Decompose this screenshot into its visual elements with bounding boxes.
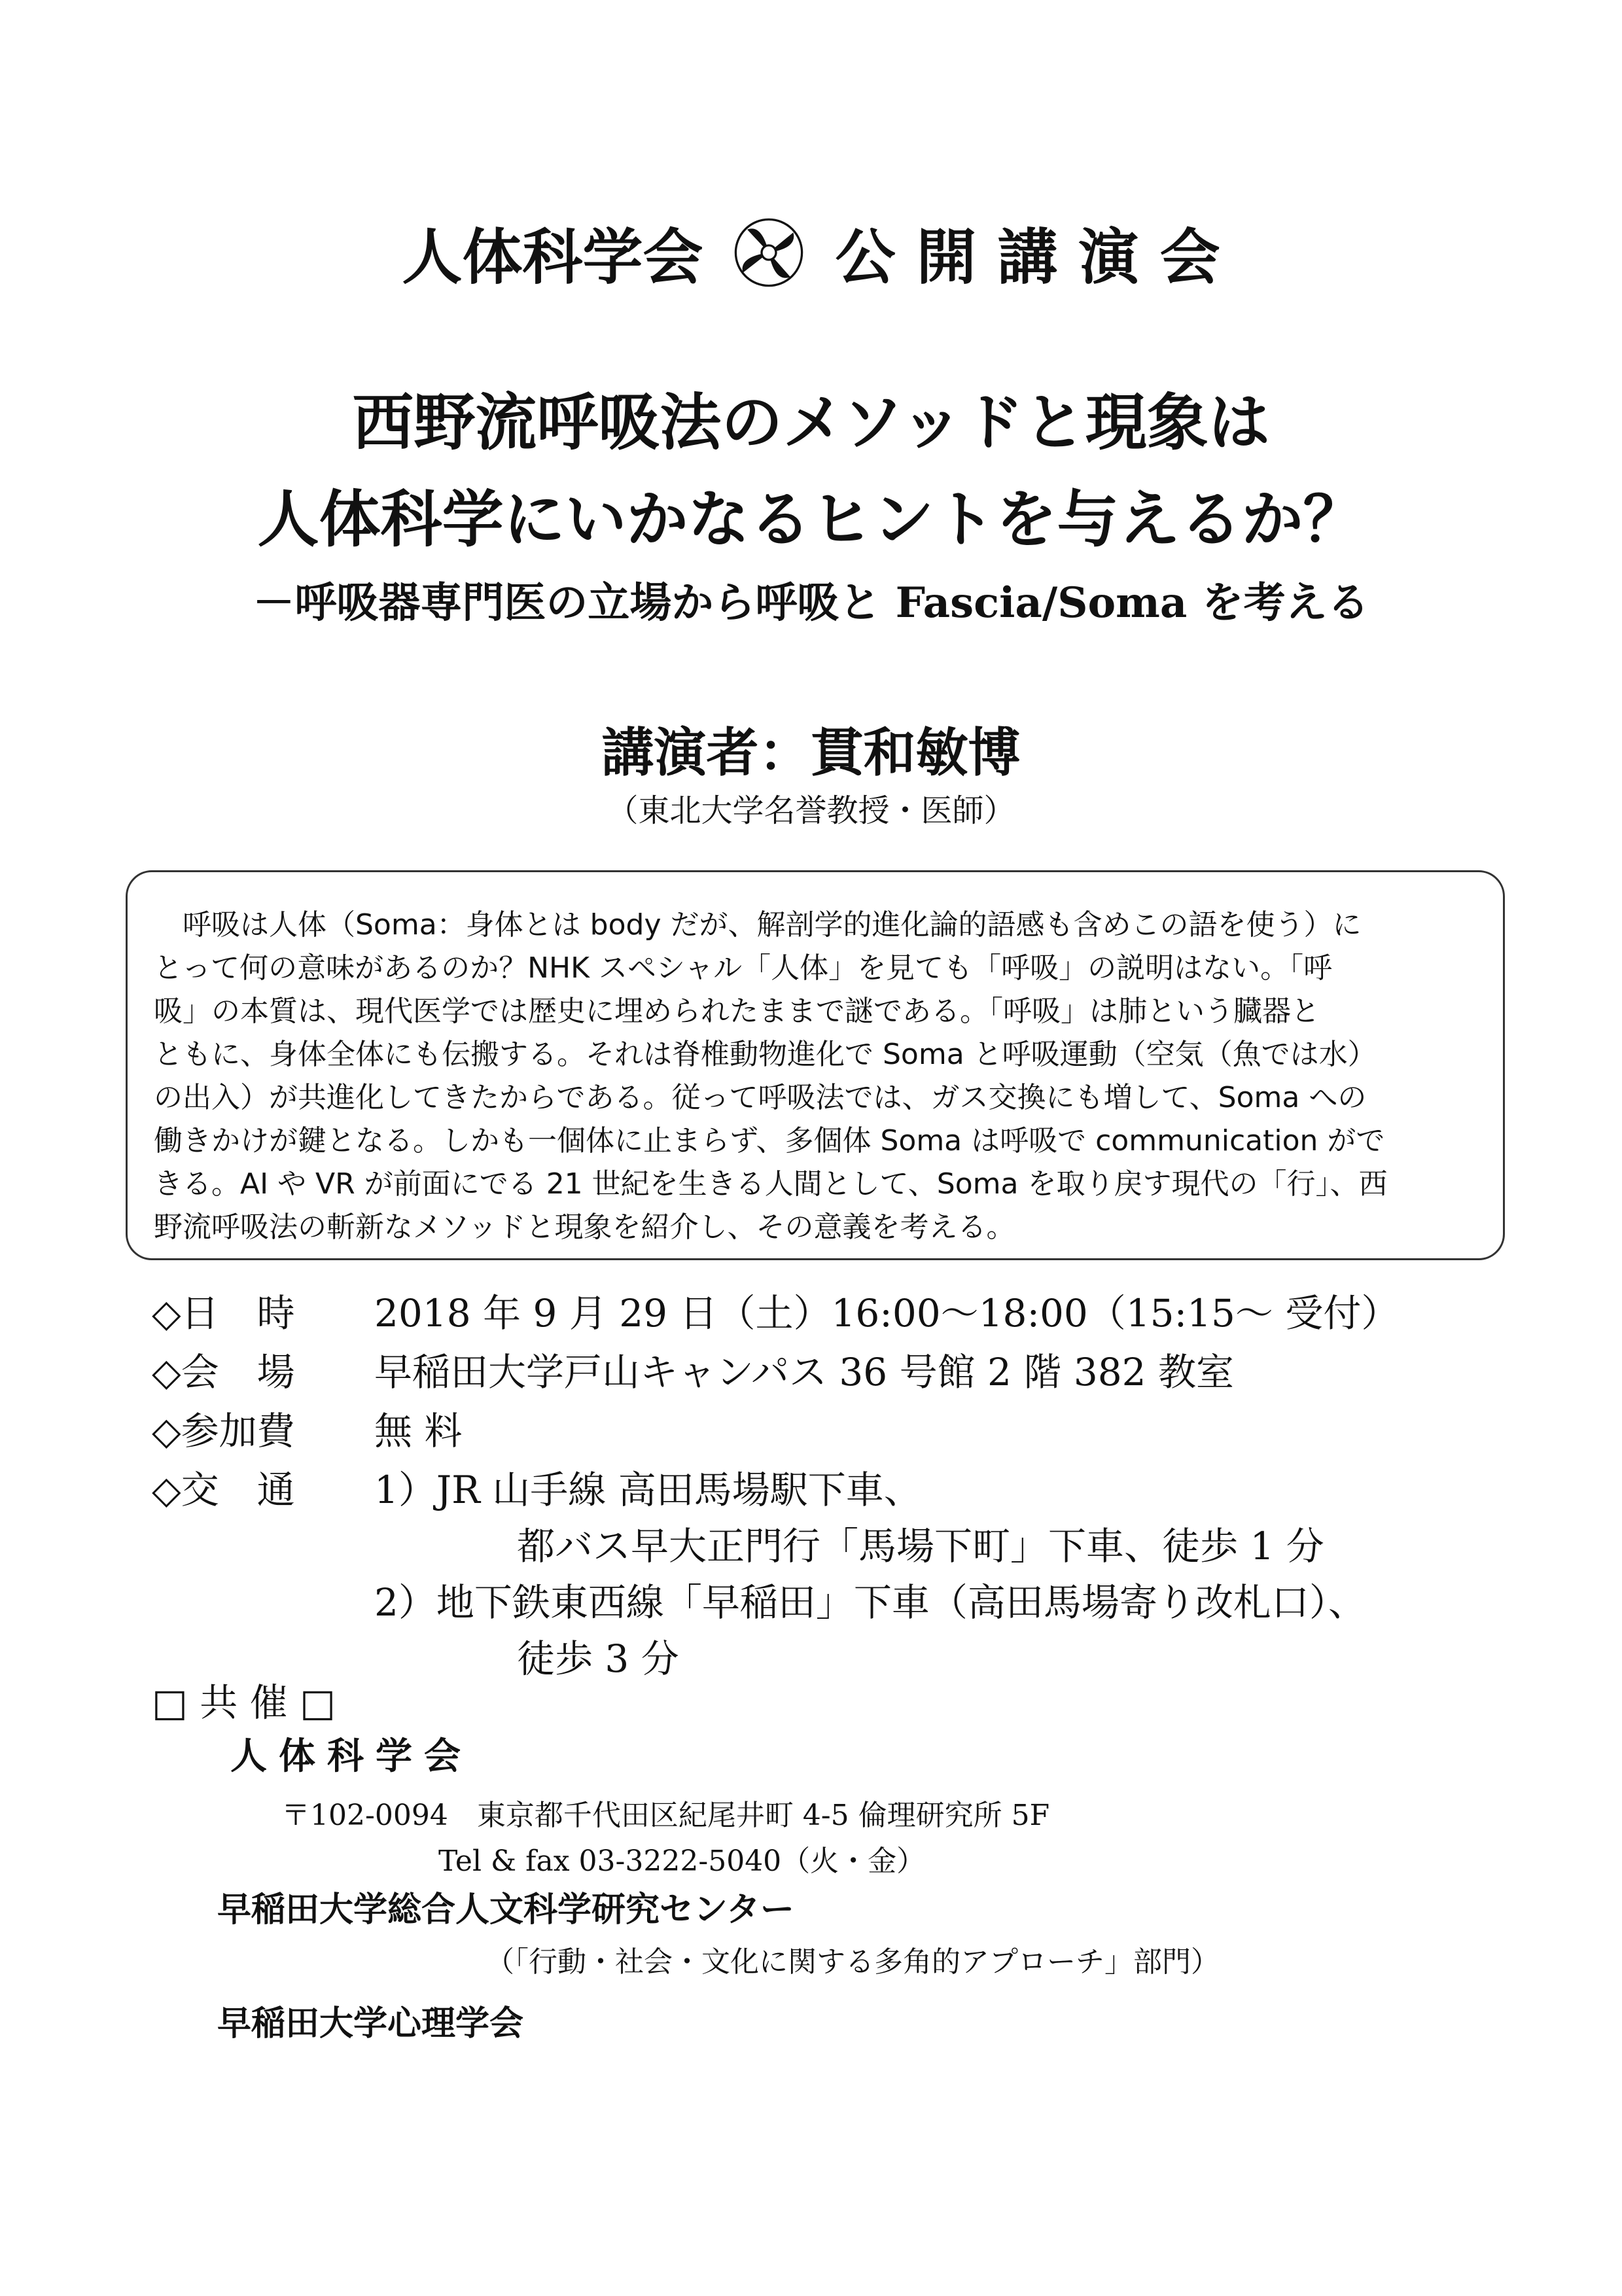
title-line-1: 西野流呼吸法のメソッドと現象は	[352, 387, 1270, 459]
cohost-heading: □ 共 催 □	[152, 1680, 336, 1725]
abstract-line: 野流呼吸法の斬新なメソッドと現象を紹介し、その意義を考える。	[154, 1210, 1015, 1244]
access-label: ◇交 通	[152, 1468, 295, 1512]
cohost-org-1: 人体科学会	[230, 1735, 472, 1778]
abstract-line: きる。AI や VR が前面にでる 21 世紀を生きる人間として、Soma を取り戻す現代の「行」、西	[154, 1167, 1388, 1201]
access-row	[152, 1459, 922, 1514]
date-row	[152, 1282, 1399, 1337]
venue-label: ◇会 場	[152, 1350, 295, 1394]
event-type: 公 開 講 演 会	[835, 222, 1220, 292]
cohost-org-2-dept: （「行動・社会・文化に関する多角的アプローチ」部門）	[485, 1945, 1220, 1979]
abstract-line: 働きかけが鍵となる。しかも一個体に止まらず、多個体 Soma は呼吸で communication がで	[154, 1124, 1385, 1157]
abstract-line: とって何の意味があるのか？NHK スペシャル「人体」を見ても「呼吸」の説明はない。「呼	[154, 951, 1333, 985]
abstract-line: 呼吸は人体（Soma：身体とは body だが、解剖学的進化論的語感も含めこの語を使う）に	[154, 908, 1362, 942]
subtitle: －呼吸器専門医の立場から呼吸と Fascia/Soma を考える	[253, 578, 1369, 627]
title-line-2: 人体科学にいかなるヒントを与えるか？	[257, 484, 1365, 556]
access-route-2: 2）地下鉄東西線「早稲田」下車（高田馬場寄り改札口）、	[374, 1580, 1366, 1625]
fee-row	[152, 1400, 462, 1455]
speaker-affiliation: （東北大学名誉教授・医師）	[607, 792, 1015, 829]
fee-value: 無 料	[374, 1409, 463, 1453]
venue-row	[152, 1341, 1234, 1396]
access-route-2-detail: 徒歩 3 分	[517, 1636, 679, 1681]
cohost-org-2: 早稲田大学総合人文科学研究センター	[217, 1890, 794, 1930]
venue-value: 早稲田大学戸山キャンパス 36 号館 2 階 382 教室	[374, 1350, 1234, 1394]
abstract-line: ともに、身体全体にも伝搬する。それは脊椎動物進化で Soma と呼吸運動（空気（魚では水）	[154, 1038, 1377, 1071]
abstract-line: 吸」の本質は、現代医学では歴史に埋められたままで謎である。「呼吸」は肺という臓器と	[154, 995, 1320, 1028]
event-header	[0, 209, 1622, 296]
speaker-name: 講演者：貫和敏博	[601, 722, 1021, 783]
date-value: 2018 年 9 月 29 日（土）16:00～18:00（15:15～ 受付）	[374, 1291, 1400, 1335]
abstract-line: の出入）が共進化してきたからである。従って呼吸法では、ガス交換にも増して、Soma への	[154, 1081, 1367, 1114]
access-route-1: 1）JR 山手線 高田馬場駅下車、	[374, 1468, 922, 1512]
cohost-org-3: 早稲田大学心理学会	[217, 2004, 524, 2043]
cohost-org-1-address: 〒102-0094 東京都千代田区紀尾井町 4-5 倫理研究所 5F	[281, 1799, 1050, 1832]
abstract-box	[126, 870, 1505, 1260]
access-route-1-detail: 都バス早大正門行「馬場下町」下車、徒歩 1 分	[517, 1524, 1324, 1568]
cohost-org-1-phone: Tel & fax 03-3222-5040（火・金）	[438, 1845, 926, 1878]
fee-label: ◇参加費	[152, 1409, 295, 1453]
date-label: ◇日 時	[152, 1291, 295, 1335]
society-logo-icon	[733, 217, 805, 289]
society-name: 人体科学会	[402, 222, 703, 292]
